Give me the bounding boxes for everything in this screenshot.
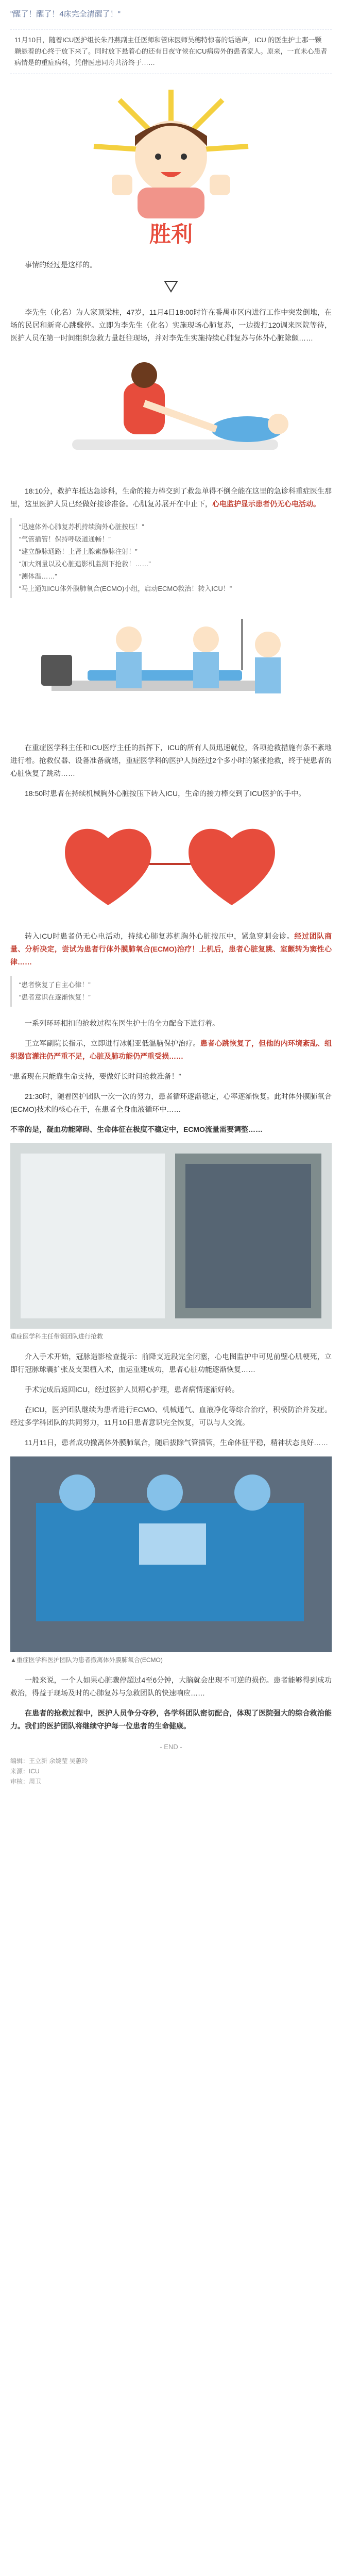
paragraph: 18:50时患者在持续机械胸外心脏按压下转入ICU，生命的接力棒交到了ICU医护的手中。 bbox=[25, 789, 306, 798]
quote-item: “患者恢复了自主心律！” bbox=[19, 981, 91, 989]
paragraph: 手术完成后返回ICU，经过医护人员精心护理，患者病情逐渐好转。 bbox=[25, 1385, 240, 1394]
paragraph: 在ICU，医护团队继续为患者进行ECMO、机械通气、血液净化等综合治疗，积极防治并发症。经过多学科团队的共同努力，11月10日患者意识完全恢复，可以与人交流。 bbox=[10, 1405, 332, 1427]
paragraph-highlight: 不幸的是，凝血功能障碍、生命体征在极度不稳定中，ECMO流量需要调整…… bbox=[10, 1125, 263, 1134]
quote-item: “马上通知ICU体外膜肺氧合(ECMO)小组，启动ECMO救治！转入ICU！” bbox=[19, 585, 232, 593]
quote-item: “迅速体外心肺复苏机持续胸外心脏按压！” bbox=[19, 523, 144, 531]
paragraph: 一系列环环相扣的抢救过程在医生护士的全力配合下进行着。 bbox=[25, 1019, 219, 1028]
cpr-illustration bbox=[10, 352, 332, 476]
editor-line: 编辑：王立新 余婉莹 吴蕙玲 bbox=[10, 1757, 88, 1765]
paragraph: 介入手术开始，冠脉造影检查提示：前降支近段完全闭塞，心电图监护中可见前壁心肌梗死，立即行冠脉球囊扩张及支架植入术，血运重建成功，患者心脏功能逐渐恢复…… bbox=[10, 1352, 332, 1374]
quote-item: “加大剂量以及心脏造影机监测下抢救！……” bbox=[19, 560, 151, 568]
paragraph bbox=[10, 485, 332, 511]
paragraph: 李先生（化名）为人家顶梁柱，47岁，11月4日18:00时许在番禺市区内进行工作中突发倒地，在场的民居和新奇心跳骤停。立即为李先生（化名）实施现场心肺复苏，一边拨打120调来医院等待，医护人员在第一时间组织急救力量赶往现场，并对李先生实施持续心肺复苏与体外心脏除颤…… bbox=[10, 308, 332, 343]
quote-item: “气管插管！保持呼吸道通畅！” bbox=[19, 535, 111, 544]
quote-list bbox=[10, 518, 332, 598]
intro-box: 11月10日，随着ICU医护组长朱丹燕副主任医师和管床医师吴穗特惊喜的话语声，ICU 的医生护士那一颗颗悬着的心终于放下来了。同时放下悬着心的还有日夜守候在ICU病房外的患者家人。原来，一直未心患者病情是的重症病科，凭借医患同舟共济终于…… bbox=[10, 29, 332, 74]
poster-word: 胜利 bbox=[149, 222, 193, 247]
medical-team-illustration bbox=[10, 608, 332, 732]
rescue-photo bbox=[10, 1143, 332, 1341]
quote-item: “患者意识在逐渐恢复！” bbox=[19, 993, 91, 1002]
review-line: 审核：周卫 bbox=[10, 1778, 42, 1786]
paragraph: 一般来说，一个人如果心脏骤停超过4至6分钟，大脑就会出现不可逆的损伤。患者能够得到成功救治，得益于现场及时的心肺复苏与急救团队的快速响应…… bbox=[10, 1676, 332, 1698]
paragraph bbox=[10, 930, 332, 969]
victory-poster bbox=[10, 84, 332, 249]
hearts-illustration bbox=[10, 807, 332, 921]
paragraph-highlight: 心电监护显示患者仍无心电活动。 bbox=[212, 500, 320, 509]
end-mark: - END - bbox=[160, 1743, 182, 1751]
paragraph-highlight: 患者心跳恢复了，但他的内环境紊乱、组织器官灌注仍严重不足，心脏及肺功能仍严重受损…… bbox=[10, 1039, 332, 1061]
article-title: "醒了！醒了！4床完全清醒了！" bbox=[10, 10, 121, 19]
paragraph: 21:30时，随着医护团队一次一次的努力，患者循环逐渐稳定，心率逐渐恢复。此时体外膜肺氧合(ECMO)技术的核心在于，在患者全身血液循环中…… bbox=[10, 1092, 332, 1114]
paragraph: 事情的经过是这样的。 bbox=[25, 261, 97, 269]
quote-item: “测体温……” bbox=[19, 572, 57, 581]
paragraph bbox=[10, 1037, 332, 1063]
paragraph-text: 王立军副院长指示，立即进行冰帽亚低温脑保护治疗。 bbox=[25, 1039, 200, 1048]
quote-list-2 bbox=[10, 976, 332, 1007]
footer-meta bbox=[10, 1756, 332, 1787]
paragraph-quote: “患者现在只能靠生命支持，要做好长时间抢救准备！” bbox=[10, 1072, 181, 1081]
source-line: 来源：ICU bbox=[10, 1768, 40, 1775]
paragraph-text: 18:10分，救护车抵达急诊科，生命的接力棒交到了救急单得不倒全能在这里的急诊科重症医生那里，这里医护人员已经做好接诊准备。心肌复苏展开在中止下， bbox=[10, 487, 332, 509]
paragraph-highlight: 在患者的抢救过程中，医护人员争分夺秒，各学科团队密切配合，体现了医院强大的综合救治能力。我们的医护团队将继续守护每一位患者的生命健康。 bbox=[10, 1709, 332, 1731]
paragraph: 在重症医学科主任和ICU医疗主任的指挥下，ICU的所有人员迅速就位，各项抢救措施有条不紊地进行着。抢救仪器、设备准备就绪，重症医学科的医护人员经过2个多小时的紧张抢救，终于使患者的心脏恢复了跳动…… bbox=[10, 743, 332, 778]
paragraph-text: 转入ICU时患者仍无心电活动，持续心肺复苏机胸外心脏按压中，紧急穿刺会诊。 bbox=[25, 932, 295, 941]
triangle-divider-icon bbox=[10, 279, 332, 297]
quote-item: “建立静脉通路！上肾上腺素静脉注射！” bbox=[19, 548, 138, 556]
ecmo-photo bbox=[10, 1456, 332, 1665]
paragraph-highlight: 经过团队商量、分析决定，尝试为患者行体外膜肺氧合(ECMO)治疗！上机后，患者心脏复跳、室颤转为窦性心律…… bbox=[10, 932, 332, 967]
photo-caption: ▲重症医学科医护团队为患者撤离体外膜肺氧合(ECMO) bbox=[10, 1656, 163, 1664]
photo-caption: 重症医学科主任带领团队进行抢救 bbox=[10, 1333, 104, 1341]
paragraph: 11月11日，患者成功撤离体外膜肺氧合，随后拔除气管插管，生命体征平稳，精神状态良好…… bbox=[25, 1438, 329, 1447]
